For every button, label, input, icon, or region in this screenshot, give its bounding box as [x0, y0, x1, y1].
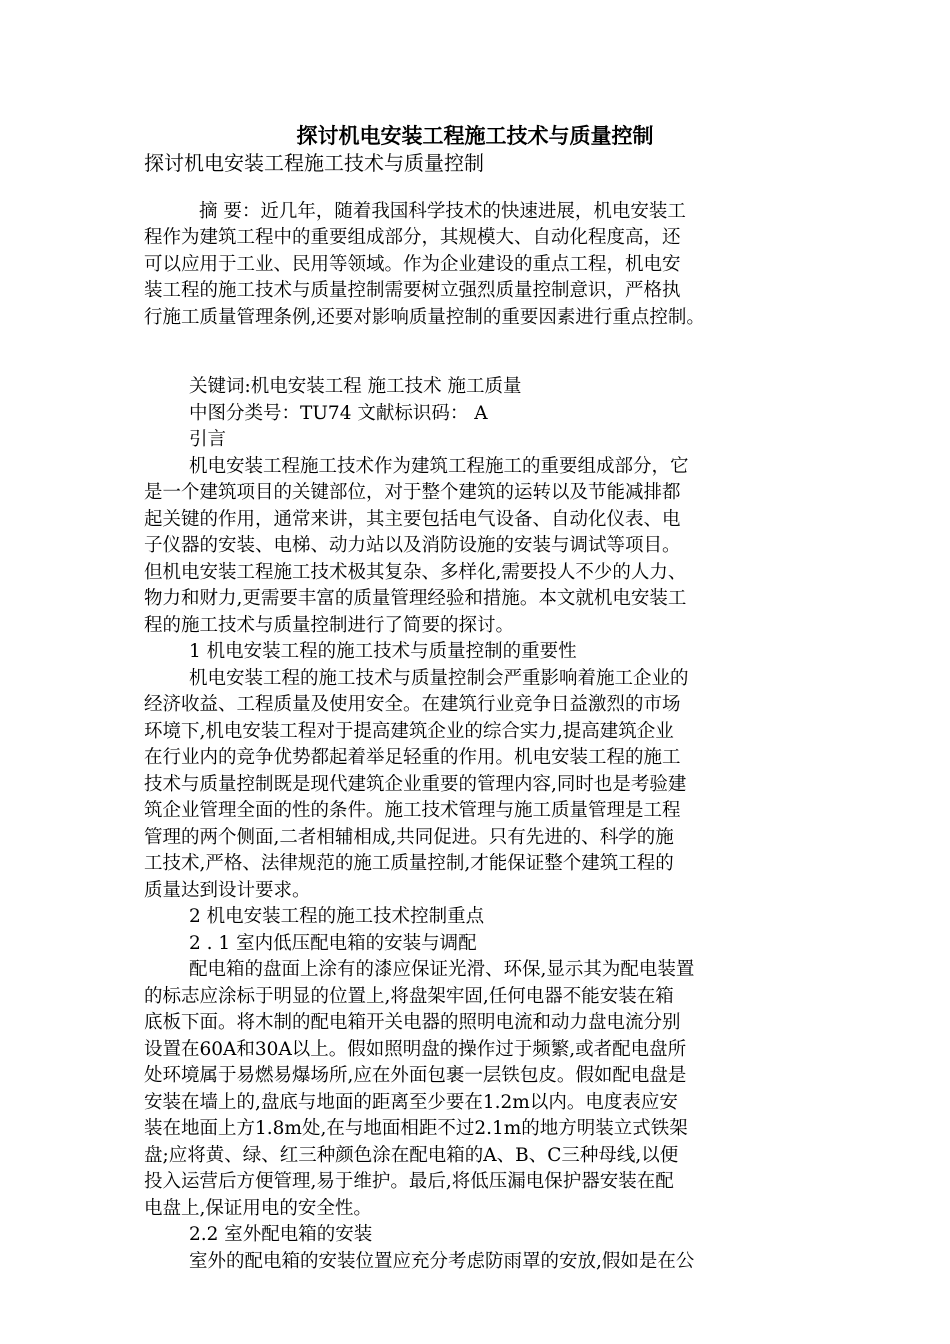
abstract-block: [144, 199, 812, 331]
paragraph-line: 程的施工技术与质量控制进行了简要的探讨。: [144, 614, 515, 636]
abstract-line: 程作为建筑工程中的重要组成部分，其规模大、自动化程度高，还: [144, 227, 681, 249]
paragraph-line: 电盘上,保证用电的安全性。: [144, 1197, 372, 1219]
paragraph-line: 装在地面上方1.8m处,在与地面相距不过2.1m的地方明装立式铁架: [144, 1118, 688, 1139]
abstract-line: 可以应用于工业、民用等领域。作为企业建设的重点工程，机电安: [144, 253, 681, 275]
paragraph-line: 是一个建筑项目的关键部位，对于整个建筑的运转以及节能减排都: [144, 482, 681, 503]
paragraph-line: 技术与质量控制既是现代建筑企业重要的管理内容,同时也是考验建: [144, 773, 687, 795]
paragraph-line: 管理的两个侧面,二者相辅相成,共同促进。只有先进的、科学的施: [144, 826, 674, 848]
paragraph-line: 环境下,机电安装工程对于提高建筑企业的综合实力,提高建筑企业: [144, 720, 674, 742]
paragraph-line: 投入运营后方便管理,易于维护。最后,将低压漏电保护器安装在配: [144, 1171, 674, 1192]
paragraph-line: 工技术,严格、法律规范的施工质量控制,才能保证整个建筑工程的: [144, 853, 674, 874]
paragraph-line: 设置在60A和30A以上。假如照明盘的操作过于频繁,或者配电盘所: [144, 1038, 687, 1060]
paragraph-line: 的标志应涂标于明显的位置上,将盘架牢固,任何电器不能安装在箱: [144, 985, 674, 1007]
paragraph-line: 处环境属于易燃易爆场所,应在外面包裹一层铁包皮。假如配电盘是: [144, 1065, 687, 1086]
classification-line: 中图分类号：TU74 文献标识码： A: [189, 402, 488, 424]
section-heading: 2 机电安装工程的施工技术控制重点: [189, 906, 485, 927]
paragraph-line: 质量达到设计要求。: [144, 879, 311, 901]
section-heading: 2.2 室外配电箱的安装: [189, 1224, 373, 1245]
abstract-line: 装工程的施工技术与质量控制需要树立强烈质量控制意识，严格执: [144, 280, 681, 302]
paragraph-line: 安装在墙上的,盘底与地面的距离至少要在1.2m以内。电度表应安: [144, 1091, 678, 1113]
paragraph-line: 经济收益、工程质量及使用安全。在建筑行业竞争日益激烈的市场: [144, 694, 681, 715]
paragraph-line: 物力和财力,更需要丰富的质量管理经验和措施。本文就机电安装工: [144, 588, 687, 609]
paragraph-line: 起关键的作用，通常来讲，其主要包括电气设备、自动化仪表、电: [144, 508, 681, 530]
paragraph-line: 机电安装工程施工技术作为建筑工程施工的重要组成部分，它: [189, 455, 689, 477]
section-heading: 1 机电安装工程的施工技术与质量控制的重要性: [189, 641, 577, 662]
paragraph-line: 但机电安装工程施工技术极其复杂、多样化,需要投人不少的人力、: [144, 561, 687, 583]
paragraph-line: 室外的配电箱的安装位置应充分考虑防雨罩的安放,假如是在公: [189, 1250, 695, 1272]
paragraph-line: 筑企业管理全面的性的条件。施工技术管理与施工质量管理是工程: [144, 800, 681, 821]
paragraph-line: 配电箱的盘面上涂有的漆应保证光滑、环保,显示其为配电装置: [189, 959, 695, 980]
keywords-line: 关键词:机电安装工程 施工技术 施工质量: [189, 376, 522, 397]
section-heading: 2 . 1 室内低压配电箱的安装与调配: [189, 932, 477, 954]
document-title: 探讨机电安装工程施工技术与质量控制: [296, 124, 654, 148]
paragraph-line: 盘;应将黄、绿、红三种颜色涂在配电箱的A、B、C三种母线,以便: [144, 1144, 679, 1166]
body-block: [144, 374, 812, 1275]
paragraph-line: 在行业内的竞争优势都起着举足轻重的作用。机电安装工程的施工: [144, 747, 681, 768]
section-heading: 引言: [189, 429, 227, 450]
paragraph-line: 机电安装工程的施工技术与质量控制会严重影响着施工企业的: [189, 667, 689, 689]
paragraph-line: 底板下面。将木制的配电箱开关电器的照明电流和动力盘电流分别: [144, 1012, 681, 1033]
paragraph-line: 子仪器的安装、电梯、动力站以及消防设施的安装与调试等项目。: [144, 535, 681, 556]
document-subtitle: 探讨机电安装工程施工技术与质量控制: [144, 151, 484, 175]
abstract-line: 行施工质量管理条例,还要对影响质量控制的重要因素进行重点控制。: [144, 306, 705, 328]
abstract-line: 摘 要：近几年，随着我国科学技术的快速进展，机电安装工: [199, 201, 686, 222]
